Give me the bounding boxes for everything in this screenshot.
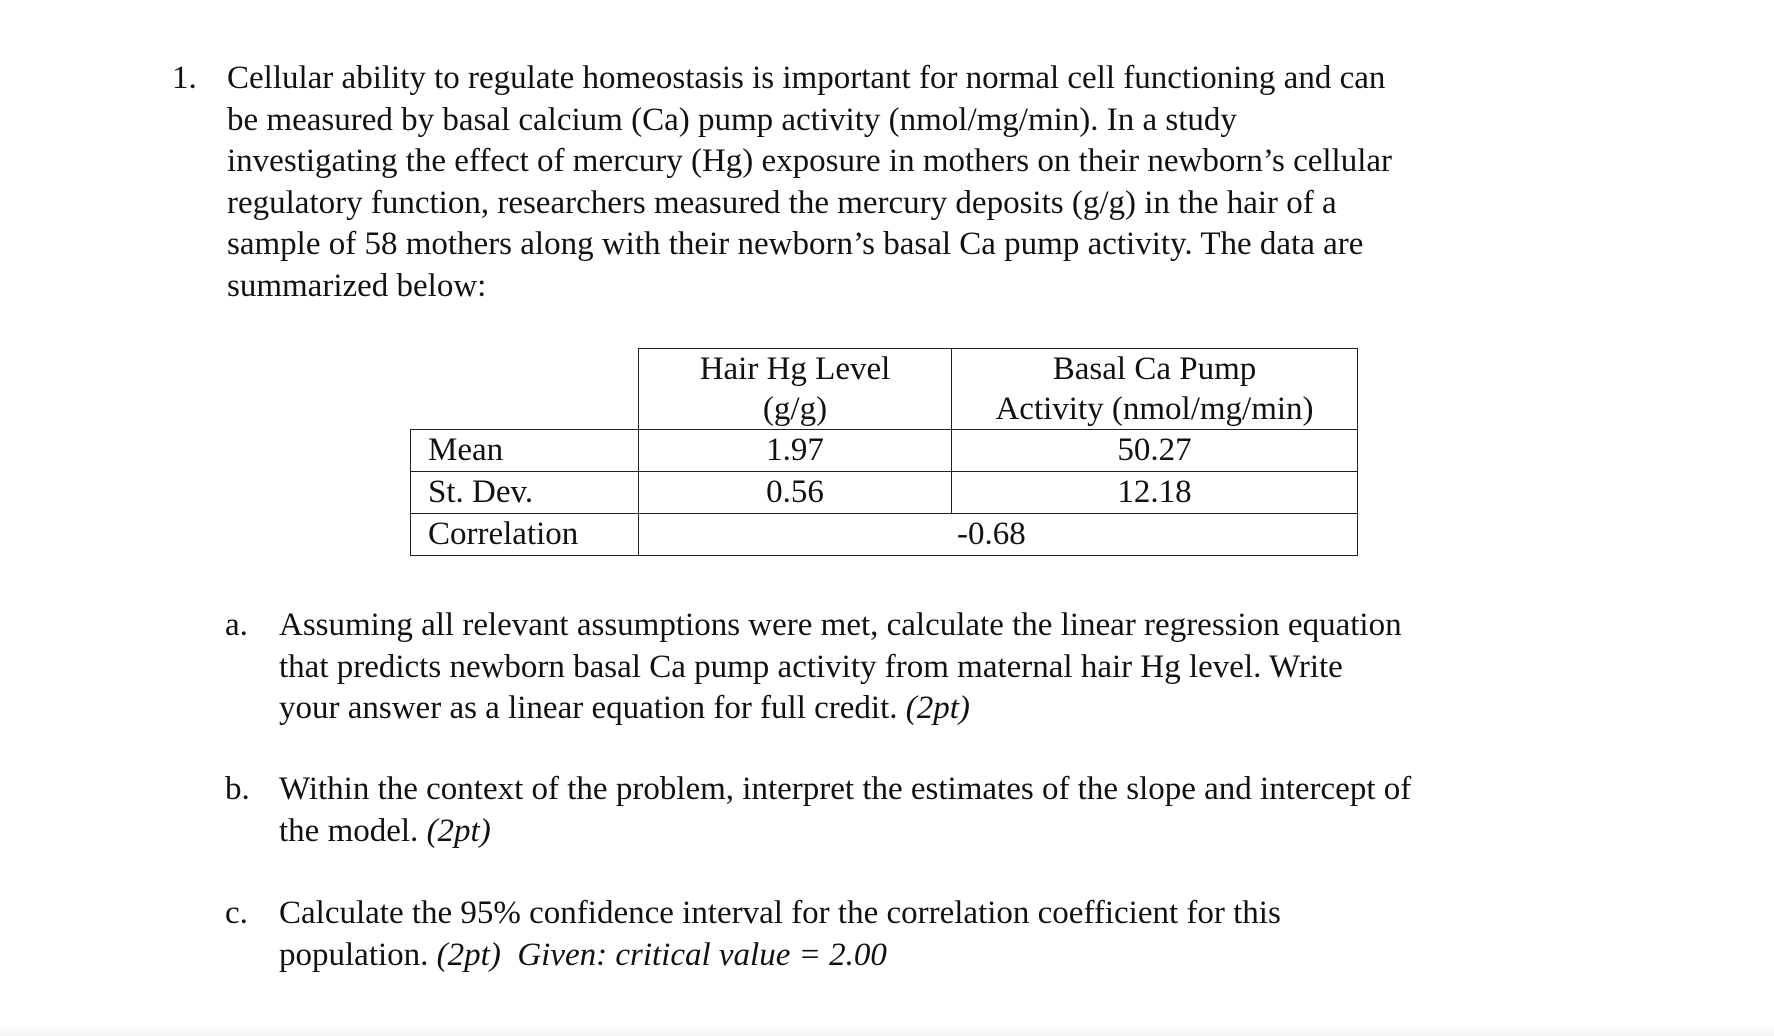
hg-header-line1: Hair Hg Level <box>699 351 891 387</box>
part-text <box>279 605 1579 730</box>
points-label: (2pt) <box>905 690 970 726</box>
part-line-text: population. <box>279 936 429 973</box>
question-line: sample of 58 mothers along with their newborn’s basal Ca pump activity. The data are <box>227 226 1364 262</box>
hg-header-line2: (g/g) <box>762 391 828 427</box>
summary-table <box>410 348 1358 556</box>
ca-value: 50.27 <box>952 430 1358 472</box>
table-row-stdev <box>411 472 1358 514</box>
question-number: 1. <box>172 60 197 96</box>
part-line-text: your answer as a linear equation for full credit. <box>279 690 898 726</box>
table-row-correlation <box>411 514 1358 556</box>
correlation-value: -0.68 <box>639 514 1358 556</box>
part-line: that predicts newborn basal Ca pump activity from maternal hair Hg level. Write <box>279 648 1343 685</box>
ca-header-line2: Activity (nmol/mg/min) <box>995 391 1314 427</box>
part-label: b. <box>225 771 250 807</box>
ca-header-cell <box>952 349 1358 430</box>
question-line: Cellular ability to regulate homeostasis is important for normal cell functioning and can <box>227 60 1386 96</box>
question-line: summarized below: <box>227 267 487 304</box>
question-line: regulatory function, researchers measured the mercury deposits (g/g) in the hair of a <box>227 184 1337 221</box>
hg-value: 1.97 <box>639 430 952 472</box>
page-bottom-edge <box>0 1024 1774 1036</box>
hg-header-cell <box>639 349 952 430</box>
given-note: Given: critical value = 2.00 <box>517 936 887 973</box>
hg-value: 0.56 <box>639 472 952 514</box>
ca-header-line1: Basal Ca Pump <box>1052 351 1257 387</box>
row-label: St. Dev. <box>411 472 639 514</box>
part-last-line <box>279 935 1579 977</box>
part-last-line <box>279 688 1579 730</box>
question-line: investigating the effect of mercury (Hg) exposure in mothers on their newborn’s cellular <box>227 143 1393 179</box>
question-line: be measured by basal calcium (Ca) pump activity (nmol/mg/min). In a study <box>227 101 1237 138</box>
table-row-mean <box>411 430 1358 472</box>
part-line-text: the model. <box>279 812 419 849</box>
points-label: (2pt) <box>436 936 501 973</box>
row-label: Correlation <box>411 514 639 556</box>
part-label: c. <box>225 895 248 931</box>
part-text <box>279 893 1579 976</box>
part-text <box>279 769 1579 852</box>
question-text <box>227 58 1567 307</box>
part-label: a. <box>225 607 248 643</box>
part-line: Assuming all relevant assumptions were met, calculate the linear regression equation <box>279 607 1402 643</box>
points-label: (2pt) <box>426 812 491 849</box>
ca-value: 12.18 <box>952 472 1358 514</box>
part-line: Within the context of the problem, interpret the estimates of the slope and intercept of <box>279 771 1412 807</box>
empty-header-cell <box>411 349 639 430</box>
table-header-row <box>411 349 1358 430</box>
part-last-line <box>279 811 1579 853</box>
row-label: Mean <box>411 430 639 472</box>
part-line: Calculate the 95% confidence interval for the correlation coefficient for this <box>279 895 1281 931</box>
